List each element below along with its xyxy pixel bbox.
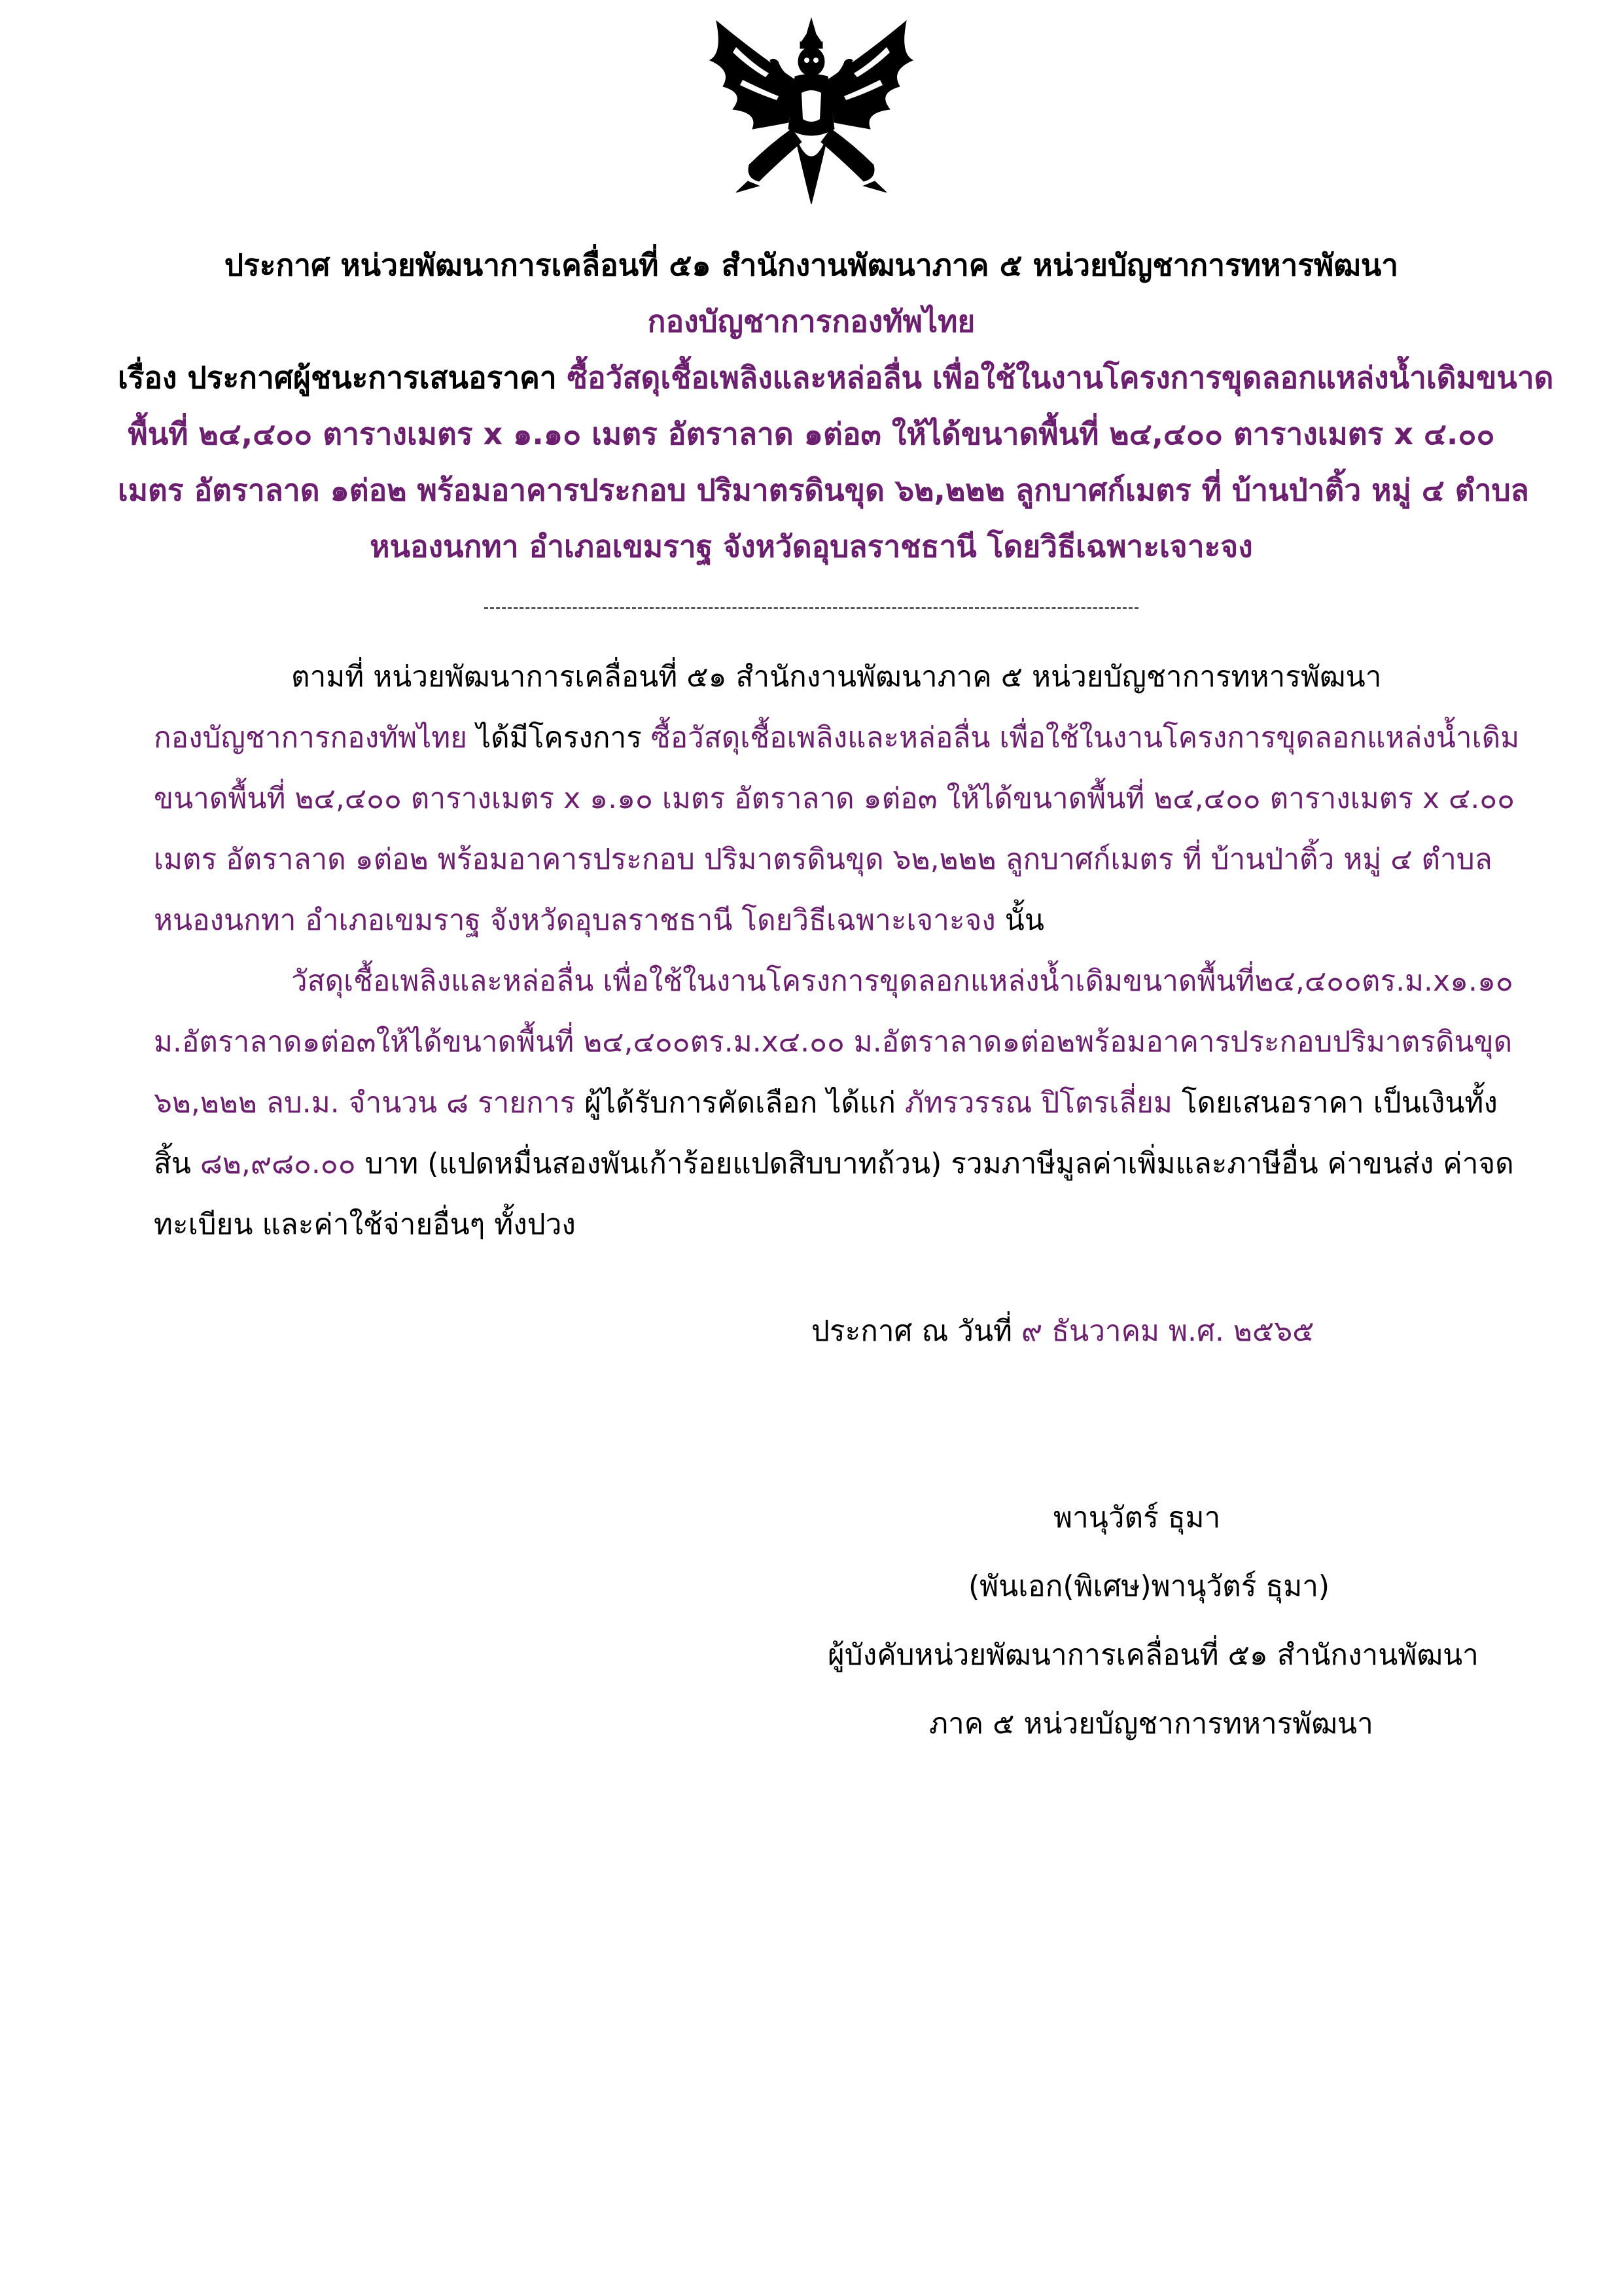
- winner-name: ภัทรวรรณ ปิโตรเลี่ยม: [904, 1086, 1172, 1120]
- paragraph1-end: นั้น: [995, 904, 1044, 937]
- item-count: ๖๒,๒๒๒ ลบ.ม. จำนวน ๘ รายการ: [154, 1086, 576, 1120]
- paragraph2-line3: [154, 1084, 1498, 1123]
- subject-line-2: พื้นที่ ๒๔,๔๐๐ ตารางเมตร x ๑.๑๐ เมตร อัตราลาด ๑ต่อ๓ ให้ได้ขนาดพื้นที่ ๒๔,๔๐๐ ตารางเมตร x ๔.๐๐: [128, 416, 1495, 451]
- divider-line: [484, 607, 1138, 609]
- amount-words: บาท (แปดหมื่นสองพันเก้าร้อยแปดสิบบาทถ้วน) รวมภาษีมูลค่าเพิ่มและภาษีอื่น ค่าขนส่ง ค่าจด: [355, 1147, 1514, 1180]
- subject-line: [118, 349, 1554, 406]
- announce-date: ๙ ธันวาคม พ.ศ. ๒๕๖๕: [1021, 1315, 1314, 1348]
- paragraph1-line4: เมตร อัตราลาด ๑ต่อ๒ พร้อมอาคารประกอบ ปริมาตรดินขุด ๖๒,๒๒๒ ลูกบาศก์เมตร ที่ บ้านป่าติ้ว หมู่ ๔ ตำบล: [154, 843, 1492, 876]
- total-label: สิ้น: [154, 1147, 200, 1180]
- subject-line-4: หนองนกทา อำเภอเขมราฐ จังหวัดอุบลราชธานี โดยวิธีเฉพาะเจาะจง: [370, 529, 1253, 564]
- paragraph2-line2: ม.อัตราลาด๑ต่อ๓ให้ได้ขนาดพื้นที่ ๒๔,๔๐๐ตร.ม.x๔.๐๐ ม.อัตราลาด๑ต่อ๒พร้อมอาคารประกอบปริมาตรดินขุด: [154, 1025, 1513, 1059]
- signatory-position-1: ผู้บังคับหน่วยพัฒนาการเคลื่อนที่ ๕๑ สำนักงานพัฒนา: [828, 1638, 1479, 1672]
- paragraph2-line4: [154, 1144, 1514, 1184]
- command-name: กองบัญชาการกองทัพไทย: [647, 304, 976, 339]
- paragraph2-line1: วัสดุเชื้อเพลิงและหล่อลื่น เพื่อใช้ในงานโครงการขุดลอกแหล่งน้ำเดิมขนาดพื้นที่๒๔,๔๐๐ตร.ม.x๑.๑๐: [291, 964, 1513, 998]
- signatory-position-2: ภาค ๕ หน่วยบัญชาการทหารพัฒนา: [929, 1707, 1373, 1740]
- subject-line-3: เมตร อัตราลาด ๑ต่อ๒ พร้อมอาคารประกอบ ปริมาตรดินขุด ๖๒,๒๒๒ ลูกบาศก์เมตร ที่ บ้านป่าติ้ว หมู่ ๔ ตำบล: [118, 472, 1529, 508]
- price-label: โดยเสนอราคา เป็นเงินทั้ง: [1172, 1086, 1498, 1120]
- subject-text: ซื้อวัสดุเชื้อเพลิงและหล่อลื่น เพื่อใช้ในงานโครงการขุดลอกแหล่งน้ำเดิมขนาด: [567, 360, 1554, 395]
- paragraph1-line3: ขนาดพื้นที่ ๒๔,๔๐๐ ตารางเมตร x ๑.๑๐ เมตร อัตราลาด ๑ต่อ๓ ให้ได้ขนาดพื้นที่ ๒๔,๔๐๐ ตารางเมตร x ๔.๐๐: [154, 782, 1515, 815]
- paragraph1-line5: [154, 901, 1044, 940]
- command-ref: กองบัญชาการกองทัพไทย: [154, 721, 467, 754]
- location-text: หนองนกทา อำเภอเขมราฐ จังหวัดอุบลราชธานี โดยวิธีเฉพาะเจาะจง: [154, 904, 996, 937]
- announce-label: ประกาศ ณ วันที่: [811, 1315, 1022, 1348]
- paragraph1-line1: ตามที่ หน่วยพัฒนาการเคลื่อนที่ ๕๑ สำนักงานพัฒนาภาค ๕ หน่วยบัญชาการทหารพัฒนา: [291, 660, 1382, 694]
- total-amount: ๘๒,๙๘๐.๐๐: [200, 1147, 356, 1180]
- signed-name: พานุวัตร์ ธุมา: [1053, 1501, 1221, 1534]
- announcement-title: ประกาศ หน่วยพัฒนาการเคลื่อนที่ ๕๑ สำนักงานพัฒนาภาค ๕ หน่วยบัญชาการทหารพัฒนา: [224, 247, 1399, 283]
- signatory-full-name: (พันเอก(พิเศษ)พานุวัตร์ ธุมา): [968, 1570, 1330, 1603]
- announce-date-line: [811, 1312, 1314, 1351]
- paragraph2-line5: ทะเบียน และค่าใช้จ่ายอื่นๆ ทั้งปวง: [154, 1208, 576, 1241]
- subject-prefix: เรื่อง ประกาศผู้ชนะการเสนอราคา: [118, 360, 567, 395]
- winner-label: ผู้ได้รับการคัดเลือก ได้แก่: [575, 1086, 905, 1120]
- paragraph1-line2: [154, 718, 1519, 758]
- project-name: ซื้อวัสดุเชื้อเพลิงและหล่อลื่น เพื่อใช้ในงานโครงการขุดลอกแหล่งน้ำเดิม: [650, 721, 1520, 754]
- project-connector: ได้มีโครงการ: [467, 721, 651, 754]
- garuda-emblem-icon: [697, 14, 926, 211]
